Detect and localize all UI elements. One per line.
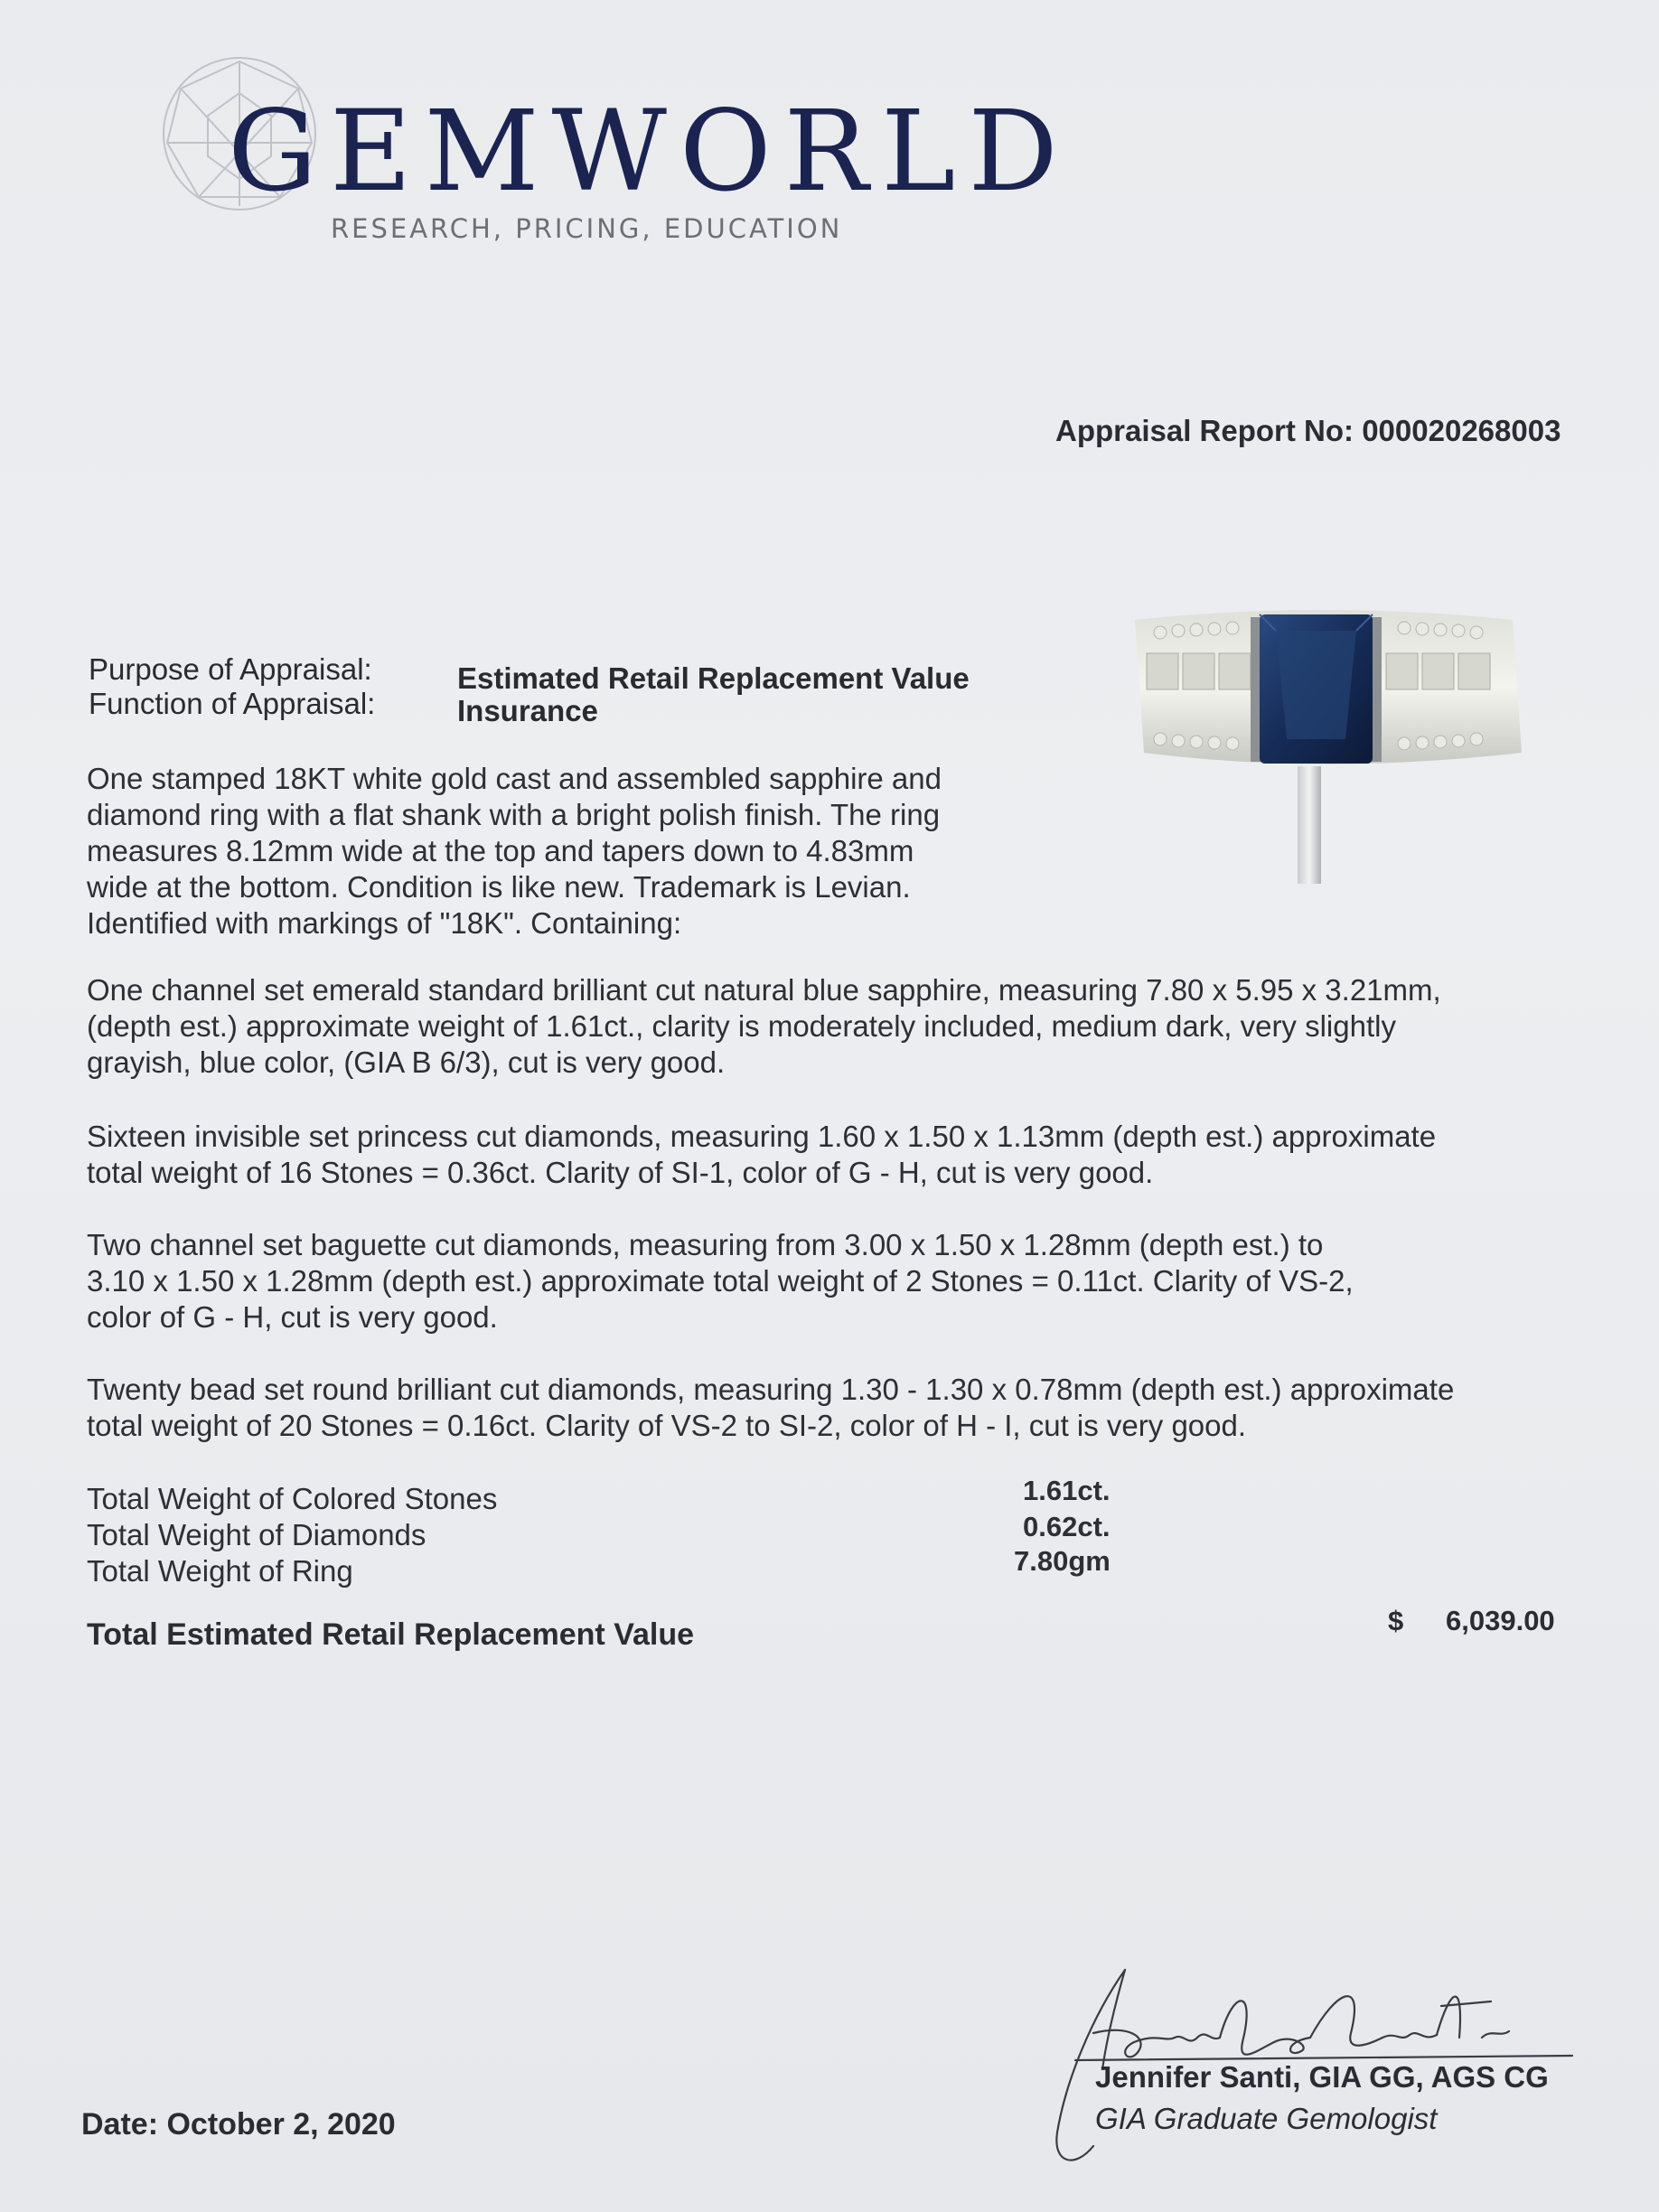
text-line: total weight of 16 Stones = 0.36ct. Clarity of SI-1, color of G - H, cut is very good. bbox=[87, 1156, 1154, 1189]
text-line: Sixteen invisible set princess cut diamonds, measuring 1.60 x 1.50 x 1.13mm (depth est.) approximate bbox=[87, 1120, 1437, 1153]
text-line: measures 8.12mm wide at the top and tapers down to 4.83mm bbox=[87, 834, 914, 867]
princess-diamonds-description bbox=[87, 1119, 1436, 1191]
brand-name: GEMWORLD bbox=[228, 87, 1071, 217]
total-diamonds-label: Total Weight of Diamonds bbox=[87, 1518, 426, 1551]
gemworld-logo bbox=[145, 52, 1071, 260]
purpose-value: Estimated Retail Replacement Value bbox=[457, 661, 970, 695]
text-line: (depth est.) approximate weight of 1.61ct., clarity is moderately included, medium dark, very slightly bbox=[87, 1009, 1396, 1043]
signer-title: GIA Graduate Gemologist bbox=[1095, 2102, 1438, 2135]
grand-total-value: 6,039.00 bbox=[1446, 1605, 1555, 1636]
grand-total-currency: $ bbox=[1388, 1605, 1404, 1636]
grand-total-label: Total Estimated Retail Replacement Value bbox=[87, 1617, 695, 1652]
text-line: diamond ring with a flat shank with a bright polish finish. The ring bbox=[87, 798, 941, 831]
round-diamonds-description bbox=[87, 1372, 1454, 1444]
total-diamonds-value: 0.62ct. bbox=[1023, 1511, 1111, 1542]
sapphire-ring-photo bbox=[1124, 604, 1531, 893]
sapphire-description bbox=[87, 972, 1441, 1081]
report-number: Appraisal Report No: 000020268003 bbox=[1055, 414, 1561, 447]
text-line: Two channel set baguette cut diamonds, measuring from 3.00 x 1.50 x 1.28mm (depth est.) to bbox=[87, 1228, 1324, 1261]
function-label: Function of Appraisal: bbox=[89, 687, 376, 720]
text-line: One stamped 18KT white gold cast and assembled sapphire and bbox=[87, 762, 942, 795]
brand-tagline: RESEARCH, PRICING, EDUCATION bbox=[331, 213, 843, 244]
total-colored-stones-value: 1.61ct. bbox=[1023, 1475, 1111, 1506]
report-date: Date: October 2, 2020 bbox=[81, 2107, 396, 2142]
ring-description bbox=[87, 761, 942, 942]
signer-name: Jennifer Santi, GIA GG, AGS CG bbox=[1095, 2060, 1549, 2094]
total-ring-weight-value: 7.80gm bbox=[1014, 1545, 1111, 1577]
text-line: Twenty bead set round brilliant cut diamonds, measuring 1.30 - 1.30 x 0.78mm (depth est.) approximate bbox=[87, 1373, 1455, 1406]
purpose-label: Purpose of Appraisal: bbox=[89, 652, 372, 686]
text-line: 3.10 x 1.50 x 1.28mm (depth est.) approximate total weight of 2 Stones = 0.11ct. Clarity of VS-2, bbox=[87, 1264, 1354, 1298]
text-line: color of G - H, cut is very good. bbox=[87, 1300, 498, 1334]
total-colored-stones-label: Total Weight of Colored Stones bbox=[87, 1482, 498, 1515]
total-ring-weight-label: Total Weight of Ring bbox=[87, 1554, 353, 1588]
text-line: total weight of 20 Stones = 0.16ct. Clarity of VS-2 to SI-2, color of H - I, cut is very good. bbox=[87, 1409, 1247, 1442]
text-line: Identified with markings of "18K". Containing: bbox=[87, 906, 682, 940]
text-line: wide at the bottom. Condition is like new. Trademark is Levian. bbox=[87, 870, 911, 904]
baguette-diamonds-description bbox=[87, 1227, 1354, 1336]
function-value: Insurance bbox=[457, 694, 598, 727]
text-line: One channel set emerald standard brilliant cut natural blue sapphire, measuring 7.80 x 5.95 x 3.21mm, bbox=[87, 973, 1441, 1007]
text-line: grayish, blue color, (GIA B 6/3), cut is very good. bbox=[87, 1045, 726, 1079]
